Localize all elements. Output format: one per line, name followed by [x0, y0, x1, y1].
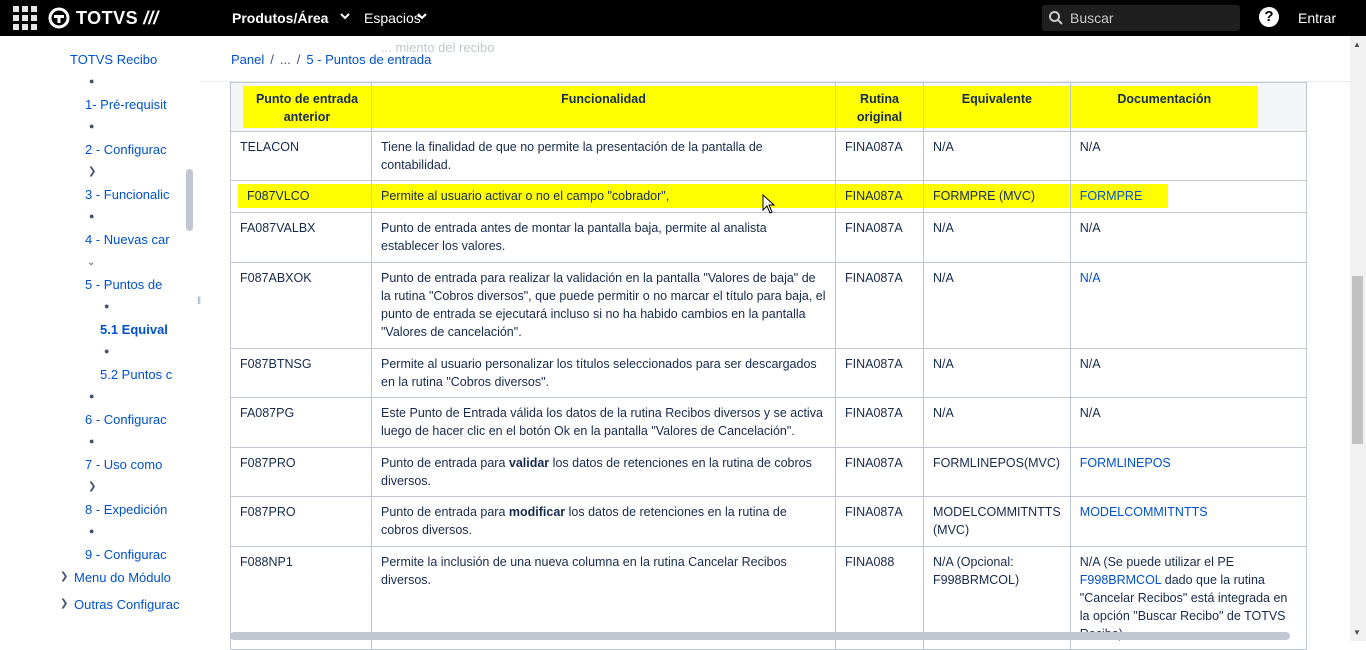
breadcrumb-panel[interactable]: Panel [231, 52, 265, 67]
breadcrumb [231, 52, 431, 67]
chevron-down-icon[interactable]: ⌄ [87, 257, 96, 268]
sidebar-item-6[interactable]: 6 - Configurac [85, 412, 167, 427]
nav-spaces-menu[interactable]: Espacios [364, 10, 421, 26]
logo-text: TOTVS [76, 7, 139, 28]
cell-pe: FA087VALBX [231, 213, 372, 263]
column-header: Equivalente [924, 83, 1071, 132]
scroll-down-arrow-icon[interactable]: ▼ [1353, 628, 1361, 637]
table-header-row [231, 83, 1307, 132]
sidebar-item-7[interactable]: 7 - Uso como [85, 457, 163, 472]
breadcrumb-separator: / [270, 52, 274, 67]
cell-doc: N/A (Se puede utilizar el PE F998BRMCOL dado que la rutina "Cancelar Recibos" está integrada en la opción "Buscar Recibo" de TOTVS [1070, 547, 1306, 650]
totvs-logo-icon [48, 7, 70, 29]
bullet-icon: ● [104, 346, 110, 356]
cell-func: Tiene la finalidad de que no permite la presentación de la pantalla de contabilidad. [372, 132, 836, 181]
cell-pe: F087VLCO [238, 184, 380, 208]
column-header: Punto de entrada anterior [231, 83, 372, 132]
cell-doc: N/A [1070, 398, 1306, 448]
doc-link[interactable]: MODELCOMMITNTTS [1079, 505, 1208, 519]
cell-func: Punto de entrada antes de montar la pantalla baja, permite al analista establecer los valores. [372, 213, 836, 263]
cell-equiv: N/A [924, 398, 1071, 448]
cell-rutina: FINA087A [836, 213, 924, 263]
cell-func: Punto de entrada para realizar la validación en la pantalla "Valores de baja" de la rutina "Cobros diversos", que puede permitir o no marcar el título para baja, el punto de entrada se ejecutará incluso si no ha habido cambios en la pantalla "Valores de cancelación". [372, 263, 836, 349]
cell-equiv: N/A [924, 213, 1071, 263]
doc-link[interactable]: F998BRMCOL [1079, 573, 1162, 587]
column-header: Documentación [1070, 83, 1306, 132]
cell-pe: F087PRO [231, 497, 372, 547]
cell-rutina: FINA087A [836, 132, 924, 181]
cell-func: Permite al usuario personalizar los títulos seleccionados para ser descargados en la rutina "Cobros diversos". [372, 349, 836, 398]
sidebar-item-4[interactable]: 4 - Nuevas car [85, 232, 170, 247]
login-button[interactable]: Entrar [1298, 10, 1337, 26]
sidebar-item-5-2[interactable]: 5.2 Puntos c [100, 367, 173, 382]
column-header: Funcionalidad [372, 83, 836, 132]
bullet-icon: ● [89, 121, 95, 131]
chevron-right-icon[interactable]: ❯ [88, 481, 97, 492]
table-row [231, 132, 1307, 181]
cell-doc: N/A [1070, 213, 1306, 263]
table-row [231, 448, 1307, 497]
chevron-down-icon[interactable] [417, 11, 427, 21]
search-icon [1048, 10, 1064, 26]
totvs-logo[interactable] [48, 6, 158, 30]
column-header: Rutina original [836, 83, 924, 132]
cell-rutina: FINA087A [836, 184, 923, 208]
table-horizontal-scrollbar[interactable] [230, 632, 1290, 640]
cell-func: Permite al usuario activar o no el campo "cobrador", [372, 184, 835, 208]
cell-equiv: N/A (Opcional: F998BRMCOL) [924, 547, 1071, 650]
sidebar-item-1[interactable]: 1- Pré-requisit [85, 97, 167, 112]
doc-link[interactable]: N/A [1079, 271, 1101, 285]
bullet-icon: ● [89, 391, 95, 401]
bullet-icon: ● [89, 76, 95, 86]
sidebar-item-5-1[interactable]: 5.1 Equival [100, 322, 168, 337]
cell-pe: F087PRO [231, 448, 372, 497]
page-tree-sidebar [0, 36, 194, 641]
sidebar-item-totvs-recibo[interactable]: TOTVS Recibo [70, 52, 158, 67]
cell-equiv: FORMPRE (MVC) [924, 184, 1070, 208]
sidebar-item-9[interactable]: 9 - Configurac [85, 547, 167, 562]
search-input[interactable] [1042, 5, 1240, 31]
nav-products-menu[interactable]: Produtos/Área [232, 10, 329, 26]
cell-doc: N/A [1070, 132, 1306, 181]
cell-rutina: FINA088 [836, 547, 924, 650]
table-row [231, 263, 1307, 349]
bullet-icon: ● [89, 436, 95, 446]
cell-pe: FA087PG [231, 398, 372, 448]
cell-func: Permite la inclusión de una nueva columna en la rutina Cancelar Recibos diversos. [372, 547, 836, 650]
breadcrumb-ellipsis[interactable]: ... [279, 52, 291, 67]
cell-func: Punto de entrada para validar los datos de retenciones en la rutina de cobros diversos. [372, 448, 836, 497]
cell-doc: N/A [1070, 349, 1306, 398]
cell-rutina: FINA087A [836, 263, 924, 349]
cell-rutina: FINA087A [836, 448, 924, 497]
chevron-right-icon[interactable]: ❯ [60, 571, 69, 582]
cell-equiv: N/A [924, 263, 1071, 349]
cell-rutina: FINA087A [836, 398, 924, 448]
cell-equiv: N/A [924, 349, 1071, 398]
top-navigation-bar [0, 0, 1366, 36]
help-icon[interactable]: ? [1259, 7, 1279, 27]
doc-link[interactable]: FORMPRE [1079, 189, 1143, 203]
bullet-icon: ● [89, 526, 95, 536]
mouse-pointer-icon [762, 194, 776, 214]
page-scrollbar-thumb[interactable] [1352, 276, 1363, 444]
sidebar-item-menu-modulo[interactable]: Menu do Módulo [74, 570, 171, 585]
cell-equiv: FORMLINEPOS(MVC) [924, 448, 1071, 497]
table-row [231, 213, 1307, 263]
sidebar-item-8[interactable]: 8 - Expedición [85, 502, 168, 517]
scroll-up-arrow-icon[interactable]: ▲ [1353, 40, 1361, 49]
cell-rutina: FINA087A [836, 497, 924, 547]
chevron-right-icon[interactable]: ❯ [60, 598, 69, 609]
logo-slash: /// [143, 7, 159, 28]
bullet-icon: ● [89, 211, 95, 221]
table-row [231, 497, 1307, 547]
cell-func: Este Punto de Entrada válida los datos de la rutina Recibos diversos y se activa luego de hacer clic en el botón Ok en la pantalla "Valores de Cancelación". [372, 398, 836, 448]
cell-equiv: N/A [924, 132, 1071, 181]
doc-link[interactable]: FORMLINEPOS [1079, 456, 1171, 470]
hidden-content-text: ... miento del recibo [381, 40, 495, 55]
cell-pe: F087BTNSG [231, 349, 372, 398]
sidebar-item-2[interactable]: 2 - Configurac [85, 142, 167, 157]
cell-rutina: FINA087A [836, 349, 924, 398]
app-switcher-icon[interactable] [13, 6, 37, 30]
bullet-icon: ● [104, 301, 110, 311]
breadcrumb-current[interactable]: 5 - Puntos de entrada [306, 52, 432, 67]
cell-func: Punto de entrada para modificar los datos de retenciones en la rutina de cobros diversos. [372, 497, 836, 547]
puntos-entrada-table [230, 82, 1307, 650]
table-row [231, 349, 1307, 398]
sidebar-scrollbar[interactable] [186, 169, 193, 231]
sidebar-resize-handle[interactable]: ‖ [197, 296, 202, 307]
breadcrumb-separator: / [296, 52, 301, 67]
chevron-down-icon[interactable] [340, 11, 350, 21]
search-placeholder: Buscar [1070, 10, 1114, 26]
table-row [231, 398, 1307, 448]
cell-equiv: MODELCOMMITNTTS (MVC) [924, 497, 1071, 547]
sidebar-item-5[interactable]: 5 - Puntos de [85, 277, 163, 292]
sidebar-item-3[interactable]: 3 - Funcionalic [85, 187, 170, 202]
sidebar-item-outras[interactable]: Outras Configurac [74, 597, 180, 612]
chevron-right-icon[interactable]: ❯ [88, 166, 97, 177]
cell-pe: F087ABXOK [231, 263, 372, 349]
cell-pe: F088NP1 [231, 547, 372, 650]
cell-pe: TELACON [231, 132, 372, 181]
